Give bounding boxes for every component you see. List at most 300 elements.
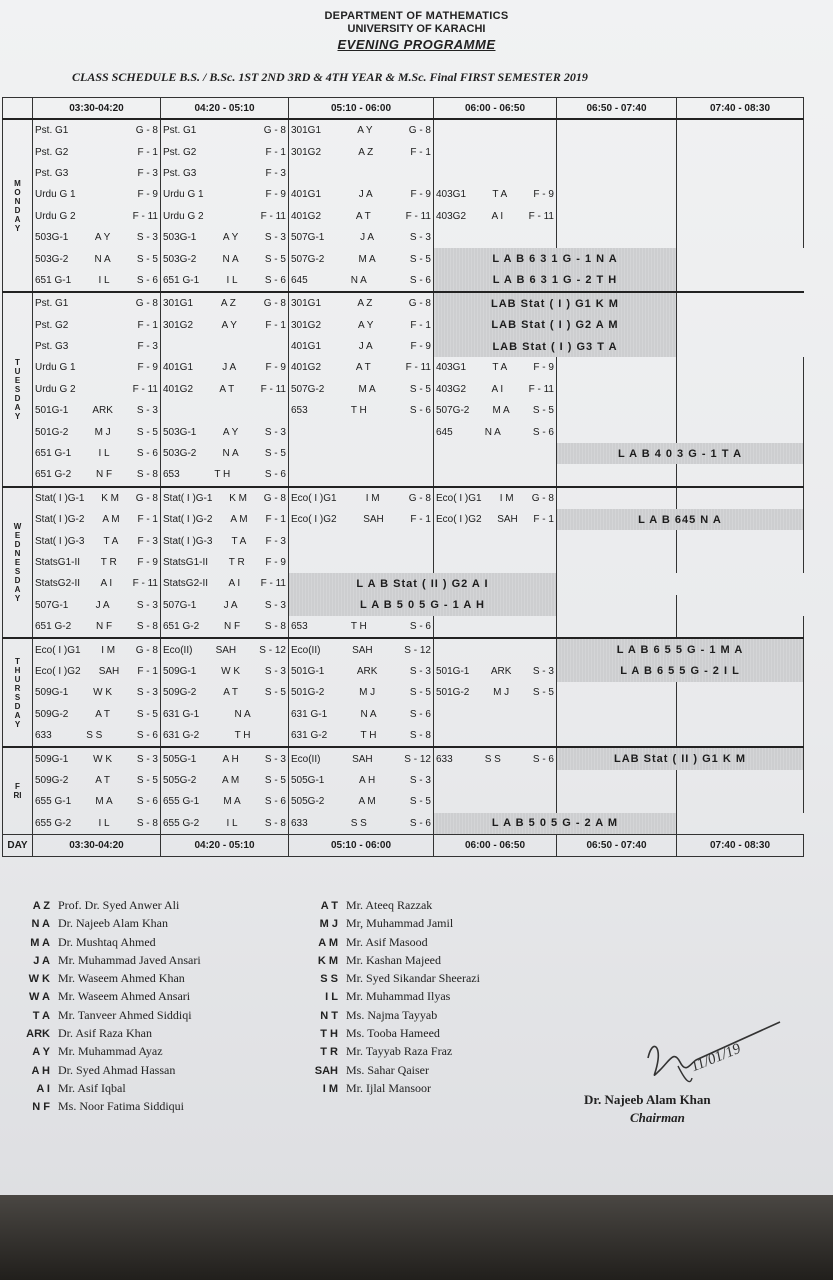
teacher-code: T H xyxy=(350,621,367,633)
room-code: S - 5 xyxy=(136,708,158,720)
course-code: Eco(II) xyxy=(163,644,193,656)
teacher-abbreviation: M J xyxy=(319,918,338,931)
class-cell xyxy=(33,163,161,184)
class-entry xyxy=(35,298,158,309)
teacher-code: W K xyxy=(221,665,241,677)
teacher-name: Mr. Ijlal Mansoor xyxy=(346,1080,431,1095)
teacher-code: T A xyxy=(231,535,247,547)
teacher-code: A Y xyxy=(358,319,374,331)
class-cell xyxy=(161,184,289,205)
class-entry xyxy=(35,147,158,158)
legend-row xyxy=(12,989,201,1007)
empty-cell xyxy=(434,616,557,638)
teacher-code: N A xyxy=(234,708,251,720)
room-code: S - 8 xyxy=(264,621,286,633)
empty-cell xyxy=(677,704,804,725)
teacher-code: N A xyxy=(484,426,501,438)
background-shadow xyxy=(0,1195,833,1280)
empty-cell xyxy=(434,119,557,141)
course-code: Eco( I )G2 xyxy=(291,514,337,526)
empty-cell xyxy=(289,163,434,184)
class-entry xyxy=(291,730,431,741)
lab-session: L A B 5 0 5 G - 2 A M xyxy=(434,813,677,835)
class-cell xyxy=(434,206,557,227)
room-code: S - 3 xyxy=(409,665,431,677)
room-code: F - 9 xyxy=(137,362,158,374)
course-code: Pst. G1 xyxy=(163,125,197,137)
class-cell xyxy=(289,704,434,725)
class-entry xyxy=(291,341,431,352)
empty-cell xyxy=(289,421,434,442)
legend-row xyxy=(300,898,480,916)
legend-row xyxy=(300,989,480,1007)
class-entry xyxy=(291,147,431,158)
class-cell xyxy=(289,509,434,530)
teacher-code: T R xyxy=(100,557,117,568)
room-code: S - 3 xyxy=(136,599,158,611)
course-code: 507G-2 xyxy=(291,253,325,265)
course-code: 631 G-2 xyxy=(163,730,200,742)
teacher-abbreviation: K M xyxy=(317,954,338,967)
class-cell xyxy=(33,509,161,530)
class-cell xyxy=(33,464,161,486)
teacher-abbreviation: N A xyxy=(31,918,50,931)
teacher-code: A T xyxy=(219,383,235,395)
schedule-row xyxy=(3,530,804,551)
class-cell xyxy=(161,270,289,292)
course-code: 503G-1 xyxy=(163,232,197,244)
time-footer: 06:50 - 07:40 xyxy=(557,834,677,856)
class-entry xyxy=(163,189,286,200)
teacher-name: Mr. Tanveer Ahmed Siddiqi xyxy=(58,1007,192,1022)
empty-cell xyxy=(677,206,804,227)
room-code: S - 3 xyxy=(264,753,286,765)
teacher-code: T R xyxy=(228,557,245,568)
room-code: S - 6 xyxy=(136,796,158,808)
teacher-abbreviation: T H xyxy=(320,1028,338,1041)
teacher-code: I M xyxy=(365,492,380,504)
teacher-code: A H xyxy=(359,774,376,786)
class-entry xyxy=(35,775,158,786)
teacher-code: A Y xyxy=(94,232,111,244)
class-cell xyxy=(33,141,161,162)
class-cell xyxy=(161,464,289,486)
class-cell xyxy=(33,747,161,769)
empty-cell xyxy=(434,704,557,725)
class-cell xyxy=(33,248,161,269)
room-code: S - 3 xyxy=(532,665,554,677)
class-entry xyxy=(163,448,286,459)
schedule-row xyxy=(3,509,804,530)
room-code: G - 8 xyxy=(263,492,286,504)
class-cell xyxy=(289,638,434,660)
empty-cell xyxy=(677,770,804,791)
legend-row xyxy=(300,1026,480,1044)
teacher-code: T A xyxy=(492,362,508,374)
schedule-row xyxy=(3,400,804,421)
course-code: 301G2 xyxy=(163,319,194,331)
empty-cell xyxy=(677,141,804,162)
course-code: Eco(II) xyxy=(291,644,321,656)
course-code: 653 xyxy=(291,621,308,633)
course-code: StatsG2-II xyxy=(163,578,209,590)
class-entry xyxy=(436,427,554,438)
class-cell xyxy=(434,682,557,703)
course-code: Eco( I )G1 xyxy=(291,492,337,504)
schedule-row xyxy=(3,682,804,703)
class-entry xyxy=(291,687,431,698)
room-code: F - 11 xyxy=(260,578,286,590)
teacher-code: N A xyxy=(350,274,367,286)
class-entry xyxy=(291,709,431,720)
class-entry xyxy=(35,168,158,179)
class-entry xyxy=(35,600,158,611)
empty-cell xyxy=(434,530,557,551)
class-entry xyxy=(35,536,158,547)
teacher-code: A I xyxy=(228,578,241,590)
class-entry xyxy=(291,189,431,200)
course-code: Stat( I )G-3 xyxy=(35,535,85,547)
class-entry xyxy=(35,818,158,829)
course-code: 645 xyxy=(291,274,308,286)
course-code: Stat( I )G-2 xyxy=(163,514,213,526)
room-code: F - 11 xyxy=(260,383,286,395)
class-entry xyxy=(291,493,431,504)
class-entry xyxy=(163,232,286,243)
teacher-code: A M xyxy=(358,796,376,808)
teacher-abbreviation: N T xyxy=(320,1009,338,1022)
course-code: Pst. G3 xyxy=(35,167,69,179)
course-code: 653 xyxy=(163,469,180,481)
legend-row xyxy=(12,916,201,934)
room-code: F - 9 xyxy=(410,341,431,353)
course-code: Stat( I )G-1 xyxy=(163,492,213,504)
teacher-name: Dr. Asif Raza Khan xyxy=(58,1026,152,1041)
schedule-row xyxy=(3,661,804,682)
course-code: 501G-1 xyxy=(35,405,69,417)
class-cell xyxy=(289,400,434,421)
teacher-code: A T xyxy=(355,362,371,374)
course-code: StatsG1-II xyxy=(35,557,81,568)
teacher-code: T H xyxy=(360,730,377,742)
course-code: 503G-2 xyxy=(35,253,69,265)
teacher-legend-left xyxy=(12,898,201,1118)
class-cell xyxy=(434,421,557,442)
class-entry xyxy=(35,754,158,765)
teacher-code: N A xyxy=(222,448,239,460)
teacher-code: I M xyxy=(499,492,514,504)
class-entry xyxy=(35,427,158,438)
room-code: S - 5 xyxy=(264,774,286,786)
room-code: F - 1 xyxy=(265,146,286,158)
time-header: 04:20 - 05:10 xyxy=(161,98,289,120)
class-cell xyxy=(33,315,161,336)
empty-cell xyxy=(434,725,557,747)
class-entry xyxy=(35,578,158,589)
course-code: 507G-2 xyxy=(291,383,325,395)
class-entry xyxy=(436,189,554,200)
course-code: 505G-1 xyxy=(291,774,325,786)
class-entry xyxy=(291,666,431,677)
class-cell xyxy=(289,336,434,357)
class-entry xyxy=(35,666,158,677)
course-code: 651 G-2 xyxy=(163,621,200,633)
room-code: S - 12 xyxy=(259,644,286,656)
course-code: 651 G-1 xyxy=(35,448,72,460)
empty-cell xyxy=(557,487,677,509)
legend-row xyxy=(300,971,480,989)
room-code: S - 8 xyxy=(136,469,158,481)
schedule-row xyxy=(3,747,804,769)
class-cell xyxy=(161,443,289,464)
teacher-code: ARK xyxy=(490,665,512,677)
class-cell xyxy=(33,661,161,682)
legend-row xyxy=(12,971,201,989)
class-cell xyxy=(161,357,289,378)
class-entry xyxy=(163,147,286,158)
class-entry xyxy=(163,125,286,136)
class-cell xyxy=(289,747,434,769)
teacher-code: N F xyxy=(95,469,113,481)
room-code: S - 3 xyxy=(136,753,158,765)
class-cell xyxy=(161,487,289,509)
course-code: 401G1 xyxy=(291,189,322,201)
empty-cell xyxy=(677,163,804,184)
time-footer: 04:20 - 05:10 xyxy=(161,834,289,856)
empty-cell xyxy=(557,379,677,400)
university-heading: UNIVERSITY OF KARACHI xyxy=(347,23,486,35)
class-entry xyxy=(163,211,286,222)
legend-row xyxy=(12,935,201,953)
empty-cell xyxy=(161,336,289,357)
class-entry xyxy=(436,754,554,765)
class-cell xyxy=(161,725,289,747)
schedule-row xyxy=(3,552,804,573)
schedule-row xyxy=(3,638,804,660)
course-code: Pst. G1 xyxy=(35,298,69,310)
day-label xyxy=(3,747,33,834)
schedule-row xyxy=(3,704,804,725)
class-cell xyxy=(289,487,434,509)
room-code: S - 5 xyxy=(409,796,431,808)
class-entry xyxy=(35,645,158,656)
class-cell xyxy=(161,704,289,725)
class-entry xyxy=(163,427,286,438)
empty-cell xyxy=(557,595,677,616)
empty-cell xyxy=(677,530,804,551)
signature-date: 11/01/19 xyxy=(688,1040,744,1076)
class-cell xyxy=(434,509,557,530)
teacher-code: SAH xyxy=(215,644,237,656)
room-code: S - 5 xyxy=(264,687,286,699)
schedule-row xyxy=(3,270,804,292)
class-cell xyxy=(33,487,161,509)
teacher-name: Mr. Asif Masood xyxy=(346,934,428,949)
class-cell xyxy=(289,725,434,747)
class-cell xyxy=(289,682,434,703)
room-code: F - 1 xyxy=(265,514,286,526)
empty-cell xyxy=(434,552,557,573)
course-code: 403G2 xyxy=(436,210,467,222)
teacher-abbreviation: I L xyxy=(325,991,338,1004)
empty-cell xyxy=(557,357,677,378)
class-cell xyxy=(33,530,161,551)
class-entry xyxy=(35,189,158,200)
teacher-name: Ms. Tooba Hameed xyxy=(346,1026,440,1041)
schedule-row xyxy=(3,141,804,162)
course-code: 401G1 xyxy=(291,341,322,353)
class-entry xyxy=(35,320,158,331)
time-footer-row xyxy=(3,834,804,856)
empty-cell xyxy=(434,163,557,184)
class-entry xyxy=(163,578,286,589)
course-code: 655 G-2 xyxy=(163,817,200,829)
room-code: F - 1 xyxy=(137,665,158,677)
schedule-body xyxy=(3,119,804,834)
teacher-abbreviation: T A xyxy=(32,1009,50,1022)
teacher-code: M J xyxy=(359,687,376,699)
room-code: F - 1 xyxy=(265,319,286,331)
teacher-abbreviation: I M xyxy=(322,1082,338,1095)
room-code: F - 9 xyxy=(265,362,286,374)
teacher-code: ARK xyxy=(92,405,113,417)
teacher-code: K M xyxy=(101,492,119,504)
room-code: F - 1 xyxy=(137,514,158,526)
teacher-name: Mr. Waseem Ahmed Khan xyxy=(58,971,185,986)
lab-session: LAB Stat ( I ) G1 K M xyxy=(434,292,677,314)
course-code: Urdu G 2 xyxy=(163,210,204,222)
class-entry xyxy=(436,384,554,395)
day-label-text: TUESDAY xyxy=(14,357,21,421)
programme-heading: EVENING PROGRAMME xyxy=(337,37,496,52)
class-cell xyxy=(33,813,161,835)
room-code: S - 3 xyxy=(264,665,286,677)
teacher-abbreviation: S S xyxy=(320,973,338,986)
room-code: G - 8 xyxy=(135,644,158,656)
teacher-code: S S xyxy=(86,730,103,742)
room-code: S - 5 xyxy=(409,253,431,265)
room-code: S - 5 xyxy=(409,383,431,395)
teacher-abbreviation: W A xyxy=(29,991,50,1004)
course-code: 301G2 xyxy=(291,146,322,158)
empty-cell xyxy=(677,227,804,248)
lab-session: L A B 6 5 5 G - 2 I L xyxy=(557,661,804,682)
schedule-row xyxy=(3,791,804,812)
time-footer: 06:00 - 06:50 xyxy=(434,834,557,856)
teacher-name: Mr. Muhammad Javed Ansari xyxy=(58,952,201,967)
day-footer-label: DAY xyxy=(3,834,33,856)
room-code: S - 6 xyxy=(409,817,431,829)
legend-row xyxy=(12,1063,201,1081)
day-label-text: FRI xyxy=(13,782,22,801)
schedule-row xyxy=(3,119,804,141)
class-entry xyxy=(436,666,554,677)
course-code: 501G-1 xyxy=(436,665,470,677)
teacher-code: SAH xyxy=(363,514,384,526)
class-cell xyxy=(33,770,161,791)
teacher-name: Mr. Syed Sikandar Sheerazi xyxy=(346,971,480,986)
legend-row xyxy=(12,1044,201,1062)
course-code: Pst. G2 xyxy=(163,146,197,158)
class-cell xyxy=(161,206,289,227)
teacher-code: J A xyxy=(223,599,238,611)
teacher-code: I L xyxy=(98,274,110,286)
empty-cell xyxy=(677,487,804,509)
class-cell xyxy=(161,119,289,141)
empty-cell xyxy=(557,770,677,791)
teacher-code: I L xyxy=(98,817,110,829)
course-code: Urdu G 1 xyxy=(35,189,76,201)
legend-row xyxy=(300,1063,480,1081)
empty-cell xyxy=(677,421,804,442)
empty-cell xyxy=(677,464,804,486)
course-code: 655 G-1 xyxy=(35,796,72,808)
room-code: S - 6 xyxy=(409,274,431,286)
class-entry xyxy=(436,687,554,698)
teacher-code: A T xyxy=(355,210,371,222)
empty-cell xyxy=(557,791,677,812)
course-code: 501G-2 xyxy=(436,687,470,699)
teacher-name: Ms. Najma Tayyab xyxy=(346,1007,438,1022)
teacher-code: A I xyxy=(491,210,504,222)
empty-cell xyxy=(557,725,677,747)
room-code: F - 3 xyxy=(265,167,286,179)
room-code: S - 12 xyxy=(404,753,431,765)
empty-cell xyxy=(557,206,677,227)
course-code: 509G-1 xyxy=(35,753,69,765)
room-code: S - 3 xyxy=(264,599,286,611)
course-code: 501G-2 xyxy=(291,687,325,699)
room-code: F - 1 xyxy=(533,514,554,526)
class-entry xyxy=(436,362,554,373)
teacher-code: I L xyxy=(98,448,110,460)
course-code: Urdu G 2 xyxy=(35,210,76,222)
class-cell xyxy=(33,725,161,747)
class-entry xyxy=(35,341,158,352)
room-code: S - 6 xyxy=(532,426,554,438)
schedule-row xyxy=(3,163,804,184)
class-entry xyxy=(35,493,158,504)
teacher-code: J A xyxy=(360,232,375,244)
course-code: 507G-1 xyxy=(35,599,69,611)
room-code: S - 8 xyxy=(136,621,158,633)
course-code: 631 G-1 xyxy=(291,708,328,720)
class-entry xyxy=(163,275,286,286)
class-entry xyxy=(163,557,286,568)
course-code: 403G1 xyxy=(436,362,467,374)
course-code: Urdu G 2 xyxy=(35,383,76,395)
legend-row xyxy=(300,1081,480,1099)
teacher-code: A M xyxy=(102,514,120,526)
class-cell xyxy=(289,661,434,682)
room-code: S - 6 xyxy=(409,708,431,720)
room-code: G - 8 xyxy=(531,492,554,504)
class-entry xyxy=(35,557,158,568)
course-code: 633 xyxy=(291,817,308,829)
empty-cell xyxy=(677,682,804,703)
class-cell xyxy=(289,141,434,162)
room-code: S - 5 xyxy=(136,253,158,265)
room-code: S - 6 xyxy=(264,469,286,481)
teacher-abbreviation: M A xyxy=(30,936,50,949)
room-code: F - 9 xyxy=(265,557,286,568)
class-entry xyxy=(163,687,286,698)
empty-cell xyxy=(434,464,557,486)
room-code: G - 8 xyxy=(135,492,158,504)
department-heading: DEPARTMENT OF MATHEMATICS xyxy=(324,10,509,22)
course-code: 501G-2 xyxy=(35,426,69,438)
room-code: F - 11 xyxy=(132,383,158,395)
